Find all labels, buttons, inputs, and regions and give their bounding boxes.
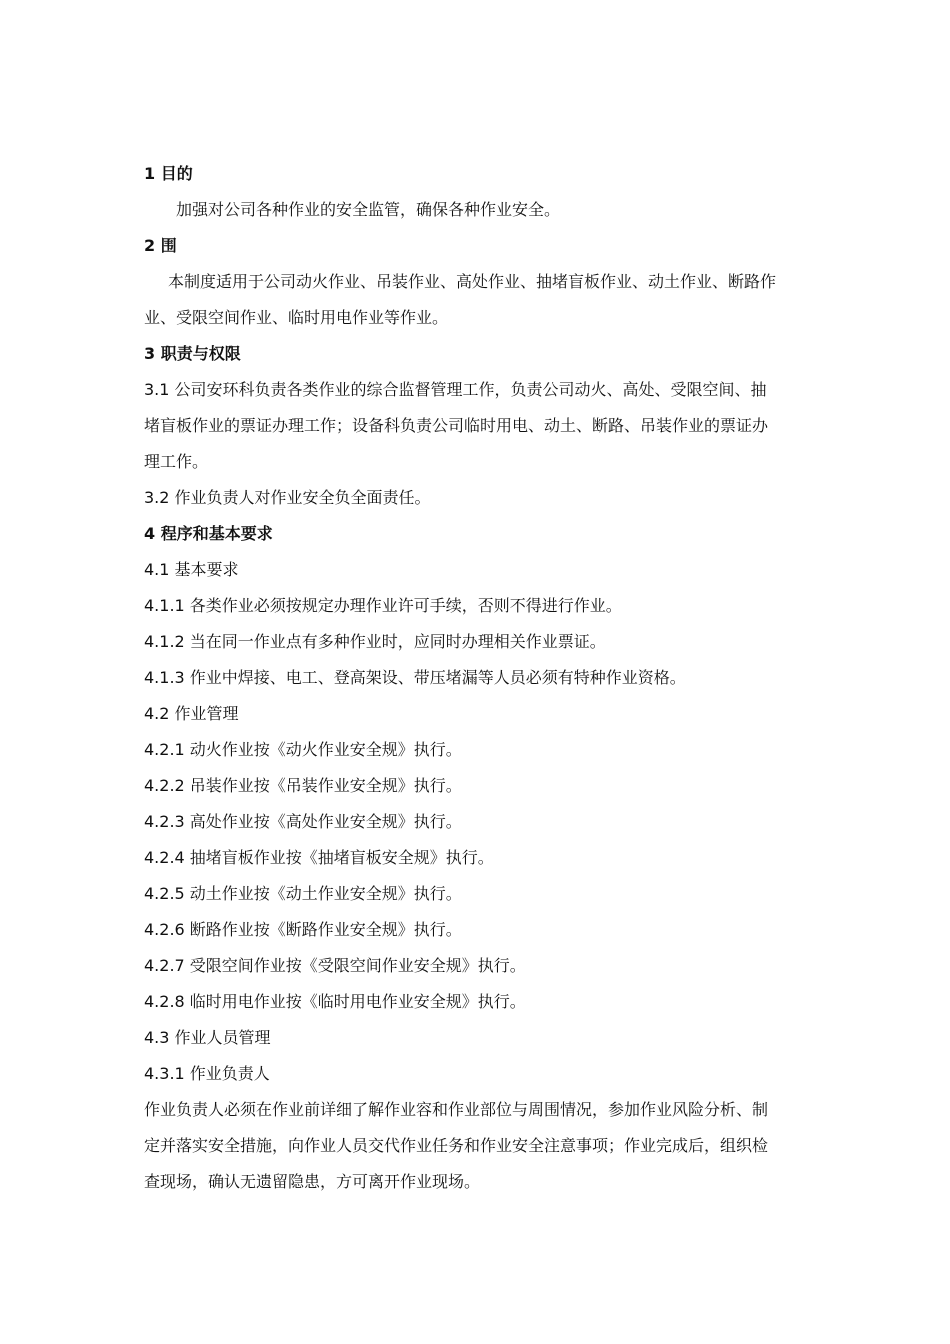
procedure-line-6: 4.2.1 动火作业按《动火作业安全规》执行。: [144, 740, 462, 759]
procedure-line-2: 4.1.1 各类作业必须按规定办理作业许可手续，否则不得进行作业。: [144, 596, 622, 615]
procedure-line-1: 4.1 基本要求: [144, 560, 239, 579]
responsibilities-line-2: 堵盲板作业的票证办理工作；设备科负责公司临时用电、动土、断路、吊装作业的票证办: [144, 416, 769, 435]
responsibilities-line-3: 理工作。: [144, 452, 209, 471]
procedure-line-15: 4.3.1 作业负责人: [144, 1064, 270, 1083]
document-body: [144, 156, 808, 1200]
procedure-line-11: 4.2.6 断路作业按《断路作业安全规》执行。: [144, 920, 462, 939]
procedure-line-13: 4.2.8 临时用电作业按《临时用电作业安全规》执行。: [144, 992, 526, 1011]
procedure-line-8: 4.2.3 高处作业按《高处作业安全规》执行。: [144, 812, 462, 831]
procedure-line-12: 4.2.7 受限空间作业按《受限空间作业安全规》执行。: [144, 956, 526, 975]
scope-text-line-1: 本制度适用于公司动火作业、吊装作业、高处作业、抽堵盲板作业、动土作业、断路作: [168, 272, 777, 291]
procedure-line-18: 查现场，确认无遗留隐患，方可离开作业现场。: [144, 1172, 481, 1191]
procedure-line-7: 4.2.2 吊装作业按《吊装作业安全规》执行。: [144, 776, 462, 795]
procedure-line-10: 4.2.5 动土作业按《动土作业安全规》执行。: [144, 884, 462, 903]
procedure-line-3: 4.1.2 当在同一作业点有多种作业时，应同时办理相关作业票证。: [144, 632, 606, 651]
procedure-line-17: 定并落实安全措施，向作业人员交代作业任务和作业安全注意事项；作业完成后，组织检: [144, 1136, 769, 1155]
procedure-line-14: 4.3 作业人员管理: [144, 1028, 271, 1047]
scope-text-line-2: 业、受限空间作业、临时用电作业等作业。: [144, 308, 449, 327]
section-heading-responsibilities: 3 职责与权限: [144, 344, 241, 363]
section-heading-scope: 2 围: [144, 236, 177, 255]
procedure-line-5: 4.2 作业管理: [144, 704, 239, 723]
responsibilities-line-4: 3.2 作业负责人对作业安全负全面责任。: [144, 488, 431, 507]
responsibilities-line-1: 3.1 公司安环科负责各类作业的综合监督管理工作，负责公司动火、高处、受限空间、抽: [144, 380, 767, 399]
purpose-text: 加强对公司各种作业的安全监管，确保各种作业安全。: [176, 200, 561, 219]
section-heading-procedures: 4 程序和基本要求: [144, 524, 273, 543]
procedure-line-16: 作业负责人必须在作业前详细了解作业容和作业部位与周围情况，参加作业风险分析、制: [144, 1100, 769, 1119]
section-heading-purpose: 1 目的: [144, 164, 193, 183]
procedure-line-4: 4.1.3 作业中焊接、电工、登高架设、带压堵漏等人员必须有特种作业资格。: [144, 668, 686, 687]
procedure-line-9: 4.2.4 抽堵盲板作业按《抽堵盲板安全规》执行。: [144, 848, 494, 867]
